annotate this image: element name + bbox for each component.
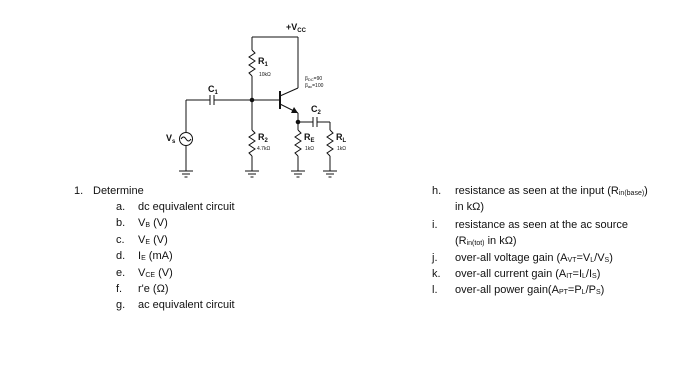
- r2-label: $R_2$: [258, 132, 268, 144]
- ground-source: [179, 171, 193, 177]
- left-item-text: $V_E$ (V): [138, 233, 168, 246]
- item-l-label: l.: [432, 284, 438, 296]
- ground-re: [291, 171, 305, 177]
- rl-label: $R_L$: [336, 132, 347, 144]
- question-number: 1.: [74, 185, 84, 197]
- vs-label: $V_s$: [166, 133, 176, 145]
- left-item-label: a.: [116, 201, 126, 213]
- re-value: 1kΩ: [305, 146, 315, 152]
- left-item-text: $V_{CE}$ (V): [138, 266, 173, 279]
- beta-dc-label: $\beta_{DC}=90$: [305, 76, 323, 82]
- re-resistor: [295, 130, 301, 156]
- item-i-text: resistance as seen at the ac source: [455, 219, 629, 231]
- item-h-label: h.: [432, 185, 442, 197]
- rl-value: 1kΩ: [337, 146, 347, 152]
- beta-ac-label: $\beta_{ac}=100$: [305, 83, 324, 89]
- re-label: $R_E$: [304, 132, 315, 144]
- ground-r2: [245, 171, 259, 177]
- left-item-text: dc equivalent circuit: [138, 201, 235, 213]
- left-item-label: f.: [116, 283, 123, 295]
- c2-label: $C_2$: [311, 104, 321, 116]
- item-i-label: i.: [432, 219, 438, 231]
- item-j-label: j.: [432, 252, 438, 264]
- left-item-text: $V_B$ (V): [138, 217, 168, 230]
- item-j-text: over-all voltage gain $(A_{VT}=V_L/V_S)$: [455, 252, 613, 264]
- left-item-text: $I_E$ (mA): [138, 250, 173, 263]
- item-l-text: over-all power $gain(A_{PT}=P_L/P_S)$: [455, 284, 605, 296]
- r2-resistor: [249, 130, 255, 156]
- left-item-label: g.: [116, 299, 126, 312]
- left-item-label: d.: [116, 250, 126, 263]
- ground-rl: [323, 171, 337, 177]
- rl-resistor: [327, 130, 333, 156]
- item-i-text-line2: ($R_{in(tot)}$ in kΩ): [455, 235, 517, 247]
- r2-value: 4.7kΩ: [257, 146, 271, 152]
- item-h-text: resistance as seen at the input $(R_{in(base)})$: [455, 185, 648, 197]
- vcc-label: $+V_{CC}$: [286, 22, 306, 34]
- left-item-label: e.: [116, 266, 126, 279]
- left-item-label: c.: [116, 233, 125, 246]
- item-h-text-line2: in kΩ): [455, 201, 485, 213]
- item-k-label: k.: [432, 268, 441, 280]
- question-title: Determine: [93, 185, 144, 197]
- item-k-text: over-all current gain $(A_{IT}=I_L/I_S)$: [455, 268, 601, 280]
- left-item-text: ac equivalent circuit: [138, 299, 235, 312]
- r1-value: 10kΩ: [259, 72, 271, 78]
- c1-label: $C_1$: [208, 84, 218, 96]
- r1-resistor: [249, 50, 255, 76]
- left-item-text: r'e (Ω): [138, 283, 169, 295]
- r1-label: $R_1$: [258, 56, 268, 68]
- left-item-label: b.: [116, 217, 126, 230]
